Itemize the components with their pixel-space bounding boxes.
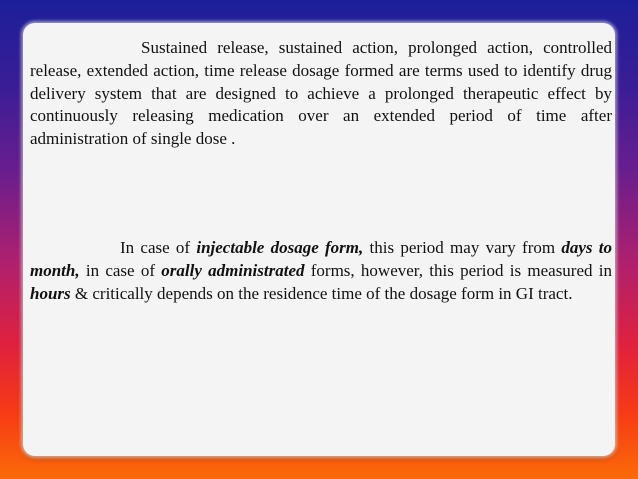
paragraph-definition bbox=[30, 37, 612, 151]
emphasis-injectable: injectable dosage form, bbox=[196, 238, 364, 257]
slide-content-card bbox=[23, 23, 615, 456]
emphasis-hours: hours bbox=[30, 283, 71, 303]
duration-text-1: In case of bbox=[120, 238, 197, 257]
duration-text-2: this period may vary from bbox=[363, 238, 562, 257]
emphasis-orally-administrated: orally administrated bbox=[161, 260, 305, 280]
duration-text-3: in case of bbox=[79, 260, 162, 280]
duration-text-4: forms, however, this period is measured in bbox=[304, 260, 612, 280]
emphasis-days-to-month: days to month, bbox=[30, 238, 613, 280]
paragraph-duration bbox=[30, 237, 612, 305]
duration-text-5: & critically depends on the residence time of the dosage form in GI tract. bbox=[70, 283, 573, 303]
definition-text: Sustained release, sustained action, prolonged action, controlled release, extended action, time release dosage formed are terms used to identify drug delivery system that are designed to achieve a prolonged therapeutic effect by continuously releasing medication over an extended period of time after administration of single dose . bbox=[30, 38, 612, 149]
